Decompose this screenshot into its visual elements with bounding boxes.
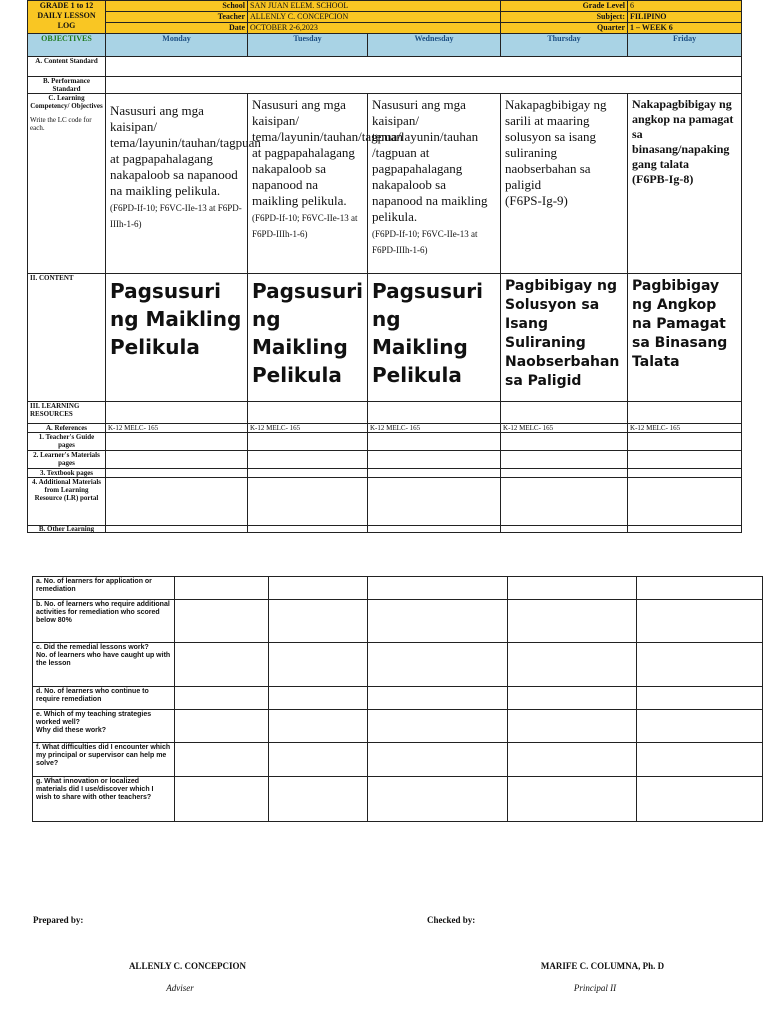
day-header-row (28, 34, 742, 57)
log-title-cell (28, 1, 106, 34)
content-standard-row (28, 57, 742, 77)
content-tuesday: Pagsusuri ng Maikling Pelikula (248, 274, 368, 402)
grade-range: GRADE 1 to 12 (39, 1, 94, 10)
content-standard-label: A. Content Standard (28, 57, 106, 77)
additional-materials-label: 4. Additional Materials from Learning Resource (LR) portal (28, 478, 106, 526)
content-wednesday: Pagsusuri ng Maikling Pelikula (368, 274, 501, 402)
competency-thursday-code: (F6PS-Ig-9) (505, 193, 568, 208)
additional-materials-row (28, 478, 742, 526)
adviser-title: Adviser (166, 983, 194, 993)
day-friday: Friday (628, 34, 742, 57)
log-title: DAILY LESSON LOG (37, 11, 96, 30)
school-label: School (106, 1, 248, 12)
reflection-c-question: c. Did the remedial lessons work? (36, 644, 149, 651)
day-monday: Monday (106, 34, 248, 57)
subject-value: FILIPINO (628, 12, 742, 23)
prepared-by-label: Prepared by: (33, 915, 84, 925)
content-row (28, 274, 742, 402)
learning-resources-row (28, 402, 742, 424)
principal-title: Principal II (573, 983, 617, 993)
reference-friday: K-12 MELC- 165 (628, 424, 742, 433)
reflection-a-label: a. No. of learners for application or remediation (33, 577, 175, 600)
reflection-d-label: d. No. of learners who continue to require remediation (33, 687, 175, 710)
teachers-guide-row (28, 433, 742, 451)
reflection-e-question: e. Which of my teaching strategies worked well? (36, 711, 152, 726)
teacher-value: ALLENLY C. CONCEPCION (248, 12, 501, 23)
header-row-school (28, 1, 742, 12)
competency-wednesday-code: (F6PD-If-10; F6VC-IIe-13 at F6PD-IIIh-1-6) (372, 229, 478, 255)
references-label: A. References (28, 424, 106, 433)
reflection-row-g (33, 777, 763, 822)
reflection-b-label: b. No. of learners who require additional activities for remediation who scored below 80% (33, 600, 175, 643)
reference-thursday: K-12 MELC- 165 (501, 424, 628, 433)
reflection-g-label: g. What innovation or localized materials did I use/discover which I wish to share with other teachers? (33, 777, 175, 822)
competency-thursday-text: Nakapagbibigay ng sarili at maaring solusyon sa isang suliraning naobserbahan sa paligid (505, 97, 607, 192)
reflection-c-cell (33, 643, 175, 687)
competency-wednesday (368, 94, 501, 274)
content-thursday: Pagbibigay ng Solusyon sa Isang Suliraning Naobserbahan sa Paligid (501, 274, 628, 402)
day-thursday: Thursday (501, 34, 628, 57)
reflection-e-cell (33, 710, 175, 743)
day-tuesday: Tuesday (248, 34, 368, 57)
reference-tuesday: K-12 MELC- 165 (248, 424, 368, 433)
reference-wednesday: K-12 MELC- 165 (368, 424, 501, 433)
teachers-guide-label: 1. Teacher's Guide pages (28, 433, 106, 451)
content-friday: Pagbibigay ng Angkop na Pamagat sa Binasang Talata (628, 274, 742, 402)
competency-wednesday-text: Nasusuri ang mga kaisipan/ tema/layunin/tauhan /tagpuan at pagpapahalagang nakapaloob sa napanood na maikling pelikula. (372, 97, 488, 224)
other-learning-row (28, 526, 742, 533)
header-row-date (28, 23, 742, 34)
content-monday: Pagsusuri ng Maikling Pelikula (106, 274, 248, 402)
header-row-teacher (28, 12, 742, 23)
day-wednesday: Wednesday (368, 34, 501, 57)
learners-materials-row (28, 451, 742, 469)
other-learning-label: B. Other Learning (28, 526, 106, 533)
textbook-row (28, 469, 742, 478)
competency-monday-code: (F6PD-If-10; F6VC-IIe-13 at F6PD-IIIh-1-6) (110, 203, 242, 229)
learners-materials-label: 2. Learner's Materials pages (28, 451, 106, 469)
competency-friday (628, 94, 742, 274)
reflection-e-followup: Why did these work? (36, 727, 107, 734)
reflection-row-b (33, 600, 763, 643)
school-value: SAN JUAN ELEM. SCHOOL (248, 1, 501, 12)
adviser-name: ALLENLY C. CONCEPCION (128, 961, 247, 971)
competency-tuesday-code: (F6PD-If-10; F6VC-IIe-13 at F6PD-IIIh-1-6) (252, 213, 358, 239)
performance-standard-row (28, 77, 742, 94)
subject-label: Subject: (501, 12, 628, 23)
reflection-row-f (33, 743, 763, 777)
teacher-label: Teacher (106, 12, 248, 23)
date-value: OCTOBER 2-6,2023 (248, 23, 501, 34)
reflection-row-e (33, 710, 763, 743)
content-standard-cell (106, 57, 742, 77)
lesson-log-table (27, 0, 742, 533)
reflection-row-d (33, 687, 763, 710)
reflection-f-label: f. What difficulties did I encounter which my principal or supervisor can help me solve? (33, 743, 175, 777)
performance-standard-cell (106, 77, 742, 94)
principal-name: MARIFE C. COLUMNA, Ph. D (540, 961, 665, 971)
reflection-c-followup: No. of learners who have caught up with the lesson (36, 652, 171, 667)
textbook-label: 3. Textbook pages (28, 469, 106, 478)
learning-competency-title: C. Learning Competency/ Objectives (30, 94, 103, 110)
competency-monday-text: Nasusuri ang mga kaisipan/ tema/layunin/tauhan/tagpuan at pagpapahalagang nakapaloob sa napanood na maikling pelikula. (110, 103, 261, 198)
references-row (28, 424, 742, 433)
reference-monday: K-12 MELC- 165 (106, 424, 248, 433)
competency-tuesday-text: Nasusuri ang mga kaisipan/ tema/layunin/tauhan/tagpuan at pagpapahalagang nakapaloob sa napanood na maikling pelikula. (252, 97, 403, 208)
reflection-table (32, 576, 763, 822)
grade-level-value: 6 (628, 1, 742, 12)
learning-competency-row (28, 94, 742, 274)
objectives-header: OBJECTIVES (28, 34, 106, 57)
lc-code-note: Write the LC code for each. (30, 116, 92, 132)
competency-tuesday (248, 94, 403, 274)
performance-standard-label: B. Performance Standard (28, 77, 106, 94)
content-label: II. CONTENT (28, 274, 106, 402)
quarter-label: Quarter (501, 23, 628, 34)
learning-competency-label (28, 94, 106, 274)
reflection-row-c (33, 643, 763, 687)
quarter-value: 1 – WEEK 6 (628, 23, 742, 34)
competency-friday-text: Nakapagbibigay ng angkop na pamagat sa binasang/napaking gang talata (632, 97, 734, 171)
competency-thursday (501, 94, 628, 274)
competency-friday-code: (F6PB-Ig-8) (632, 172, 694, 186)
learning-resources-label: III. LEARNING RESOURCES (28, 402, 106, 424)
reflection-row-a (33, 577, 763, 600)
checked-by-label: Checked by: (427, 915, 476, 925)
grade-level-label: Grade Level (501, 1, 628, 12)
date-label: Date (106, 23, 248, 34)
competency-monday (106, 94, 261, 274)
